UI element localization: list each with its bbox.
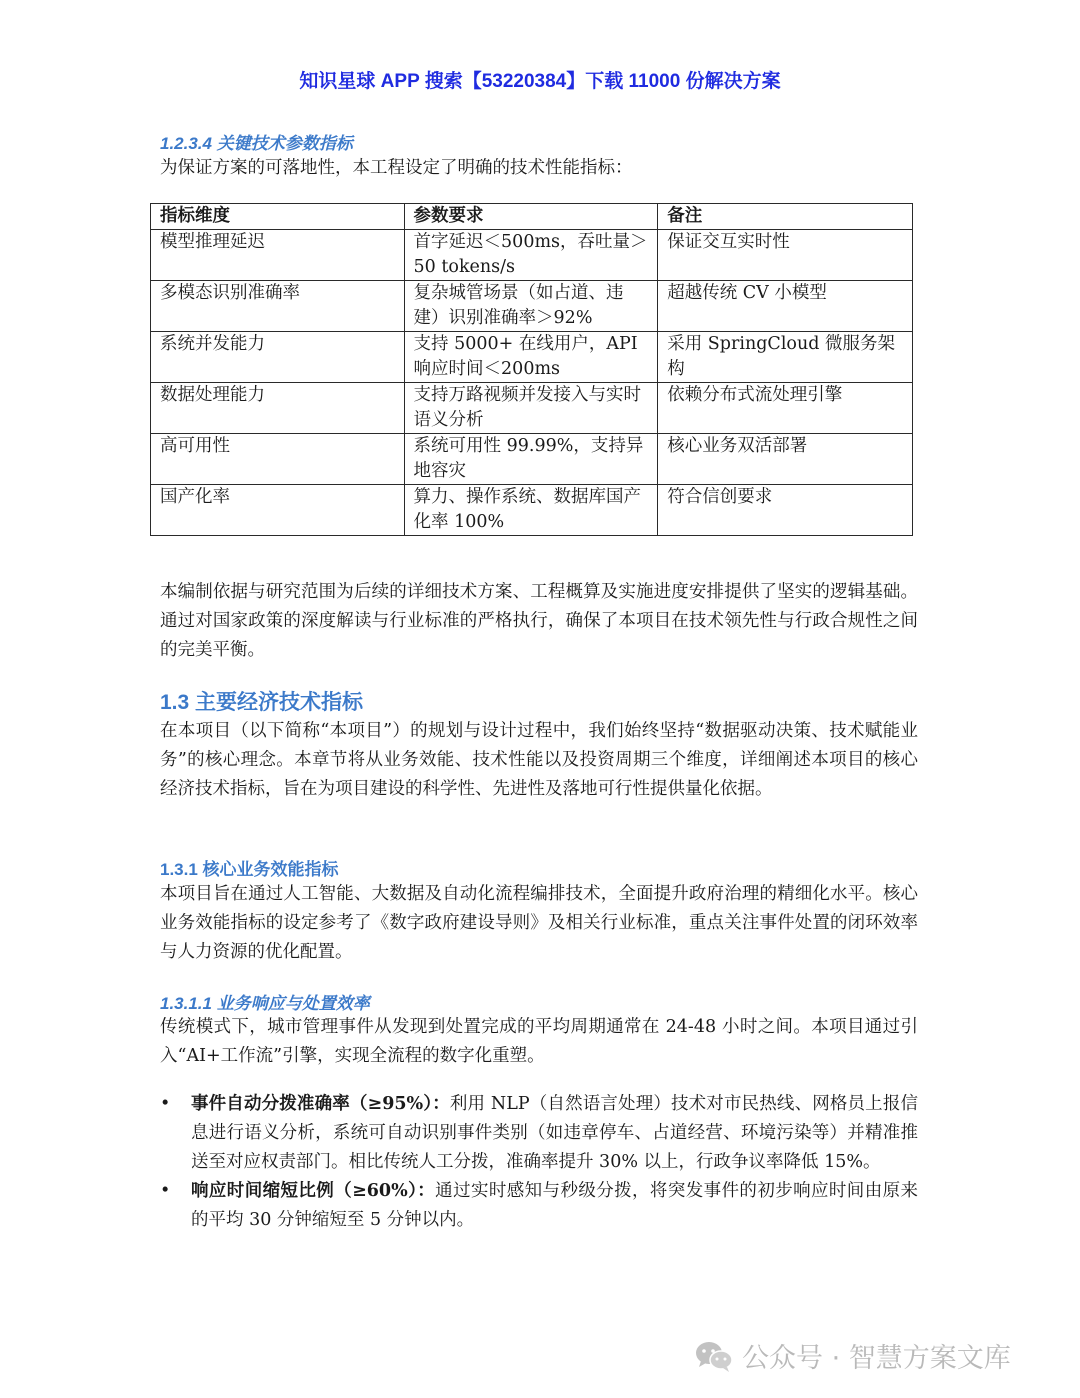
table-cell: 超越传统 CV 小模型: [658, 281, 913, 332]
bullet-bold-label: 响应时间缩短比例（≥60%）：: [191, 1181, 436, 1201]
bullet-text: 利用 NLP（自然语言处理）技术对市民热线、网格员上报信息进行语义分析，系统可自动识别事件类别（如违章停车、占道经营、环境污染等）并精准推送至对应权责部门。相比传统人工分拨，准确率提升 30% 以上，行政争议率降低 15%。: [191, 1094, 918, 1172]
table-header-row: [151, 204, 913, 230]
section-131-paragraph: 本项目旨在通过人工智能、大数据及自动化流程编排技术，全面提升政府治理的精细化水平。核心业务效能指标的设定参考了《数字政府建设导则》及相关行业标准，重点关注事件处置的闭环效率与人力资源的优化配置。: [160, 884, 918, 962]
section-13-heading: 1.3 主要经济技术指标: [160, 691, 364, 714]
table-cell: 核心业务双活部署: [658, 434, 913, 485]
table-row: [151, 281, 913, 332]
table-row: [151, 332, 913, 383]
table-cell: 复杂城管场景（如占道、违建）识别准确率＞92%: [404, 281, 658, 332]
table-row: [151, 383, 913, 434]
table-cell: 系统可用性 99.99%，支持异地容灾: [404, 434, 658, 485]
bullet-text: 通过实时感知与秒级分拨，将突发事件的初步响应时间由原来的平均 30 分钟缩短至 5 分钟以内。: [191, 1181, 918, 1230]
table-cell: 保证交互实时性: [658, 230, 913, 281]
table-cell: 首字延迟＜500ms，吞吐量＞50 tokens/s: [404, 230, 658, 281]
table-row: [151, 434, 913, 485]
list-item: [160, 1177, 918, 1235]
section-1234-intro: 为保证方案的可落地性，本工程设定了明确的技术性能指标：: [160, 158, 633, 178]
table-cell: 国产化率: [151, 485, 405, 536]
table-cell: 支持 5000+ 在线用户，API 响应时间＜200ms: [404, 332, 658, 383]
table-cell: 采用 SpringCloud 微服务架构: [658, 332, 913, 383]
table-header-cell: 指标维度: [151, 204, 405, 230]
table-cell: 依赖分布式流处理引擎: [658, 383, 913, 434]
table-header-cell: 参数要求: [404, 204, 658, 230]
table-cell: 高可用性: [151, 434, 405, 485]
bullet-bold-label: 事件自动分拨准确率（≥95%）：: [191, 1094, 450, 1114]
table-cell: 支持万路视频并发接入与实时语义分析: [404, 383, 658, 434]
section-1234-heading: 1.2.3.4 关键技术参数指标: [160, 134, 353, 153]
watermark: [694, 1336, 1011, 1375]
list-item: [160, 1090, 918, 1177]
watermark-text: 公众号 · 智慧方案文库: [742, 1343, 1011, 1374]
table-cell: 算力、操作系统、数据库国产化率 100%: [404, 485, 658, 536]
summary-paragraph: 本编制依据与研究范围为后续的详细技术方案、工程概算及实施进度安排提供了坚实的逻辑基础。通过对国家政策的深度解读与行业标准的严格执行，确保了本项目在技术领先性与行政合规性之间的完美平衡。: [160, 582, 918, 660]
section-13-paragraph: 在本项目（以下简称“本项目”）的规划与设计过程中，我们始终坚持“数据驱动决策、技术赋能业务”的核心理念。本章节将从业务效能、技术性能以及投资周期三个维度，详细阐述本项目的核心经济技术指标，旨在为项目建设的科学性、先进性及落地可行性提供量化依据。: [160, 721, 918, 799]
table-row: [151, 230, 913, 281]
table-cell: 多模态识别准确率: [151, 281, 405, 332]
table-row: [151, 485, 913, 536]
table-cell: 符合信创要求: [658, 485, 913, 536]
section-1311-paragraph: 传统模式下，城市管理事件从发现到处置完成的平均周期通常在 24-48 小时之间。本项目通过引入“AI+工作流”引擎，实现全流程的数字化重塑。: [160, 1017, 918, 1066]
table-header-cell: 备注: [658, 204, 913, 230]
table-cell: 系统并发能力: [151, 332, 405, 383]
bullet-marker: •: [160, 1094, 171, 1114]
bullet-marker: •: [160, 1181, 171, 1201]
tech-spec-table: [150, 203, 913, 536]
section-1311-heading: 1.3.1.1 业务响应与处置效率: [160, 994, 370, 1013]
wechat-icon: [694, 1339, 734, 1373]
table-cell: 数据处理能力: [151, 383, 405, 434]
banner-title: 知识星球 APP 搜索【53220384】下载 11000 份解决方案: [299, 71, 781, 92]
table-cell: 模型推理延迟: [151, 230, 405, 281]
bullet-list: [160, 1090, 918, 1235]
section-131-heading: 1.3.1 核心业务效能指标: [160, 860, 339, 879]
